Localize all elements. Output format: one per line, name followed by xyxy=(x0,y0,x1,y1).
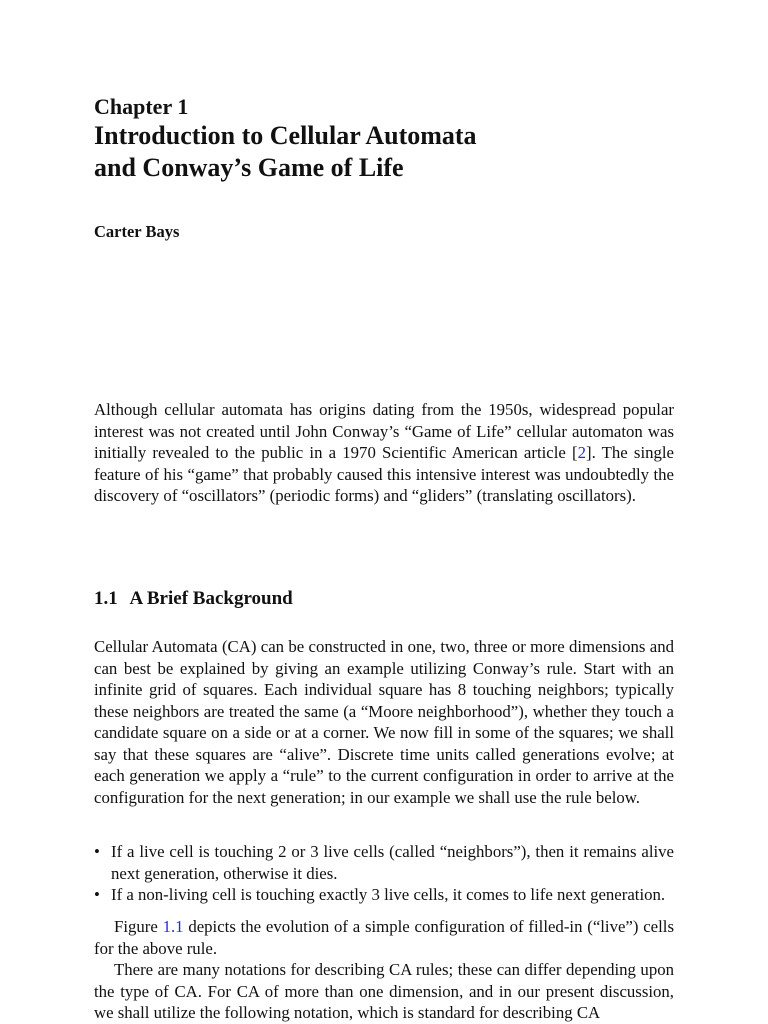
abstract-text-end: ]. The single feature of his “game” that probably caused this intensive interest was undoubtedly the discovery of “oscillators” (periodic forms) and “gliders” (translating oscillators). xyxy=(94,443,674,505)
chapter-title xyxy=(94,120,694,184)
figure-para-text-end: depicts the evolution of a simple configuration of filled-in (“live”) cells for the above rule. xyxy=(94,917,674,958)
figure-link[interactable]: 1.1 xyxy=(162,917,184,936)
section-title: A Brief Background xyxy=(129,588,293,609)
figure-reference-paragraph xyxy=(94,916,674,959)
notations-paragraph: There are many notations for describing CA rules; these can differ depending upon the type of CA. For CA of more than one dimension, and in our present discussion, we shall utilize the following notation, which is standard for describing CA xyxy=(94,960,674,1022)
bullet-icon: • xyxy=(94,842,100,861)
author-name: Carter Bays xyxy=(94,222,180,241)
page xyxy=(94,0,674,1024)
section-heading xyxy=(94,587,293,611)
abstract-paragraph xyxy=(94,399,674,507)
chapter-title-line-1: Introduction to Cellular Automata xyxy=(94,121,477,150)
citation-link[interactable]: 2 xyxy=(577,443,586,462)
rule-bullet-text: If a live cell is touching 2 or 3 live cells (called “neighbors”), then it remains alive next generation, otherwise it dies. xyxy=(111,842,674,883)
section-body-paragraph: Cellular Automata (CA) can be constructed in one, two, three or more dimensions and can best be explained by giving an example utilizing Conway’s rule. Start with an infinite grid of squares. Each individual square has 8 touching neighbors; typically these neighbors are treated the same (a “Moore neighborhood”), whether they touch a candidate square on a side or at a corner. We now fill in some of the squares; we shall say that these squares are “alive”. Discrete time units called generations evolve; at each generation we apply a “rule” to the current configuration in order to arrive at the configuration for the next generation; in our example we shall use the rule below. xyxy=(94,637,674,807)
rule-bullet-text: If a non-living cell is touching exactly 3 live cells, it comes to life next generation. xyxy=(111,885,666,904)
rule-bullet-list xyxy=(94,841,674,906)
figure-para-text-start: Figure xyxy=(114,917,163,936)
abstract-text-start: Although cellular automata has origins dating from the 1950s, widespread popular interest was not created until John Conway’s “Game of Life” cellular automaton was initially revealed to the public in a 1970 Scientific American article [ xyxy=(94,400,674,462)
rule-bullet-item xyxy=(94,884,674,906)
rule-bullet-item xyxy=(94,841,674,884)
bullet-icon: • xyxy=(94,885,100,904)
chapter-title-line-2: and Conway’s Game of Life xyxy=(94,153,404,182)
chapter-label: Chapter 1 xyxy=(94,94,189,119)
section-number: 1.1 xyxy=(94,588,118,609)
